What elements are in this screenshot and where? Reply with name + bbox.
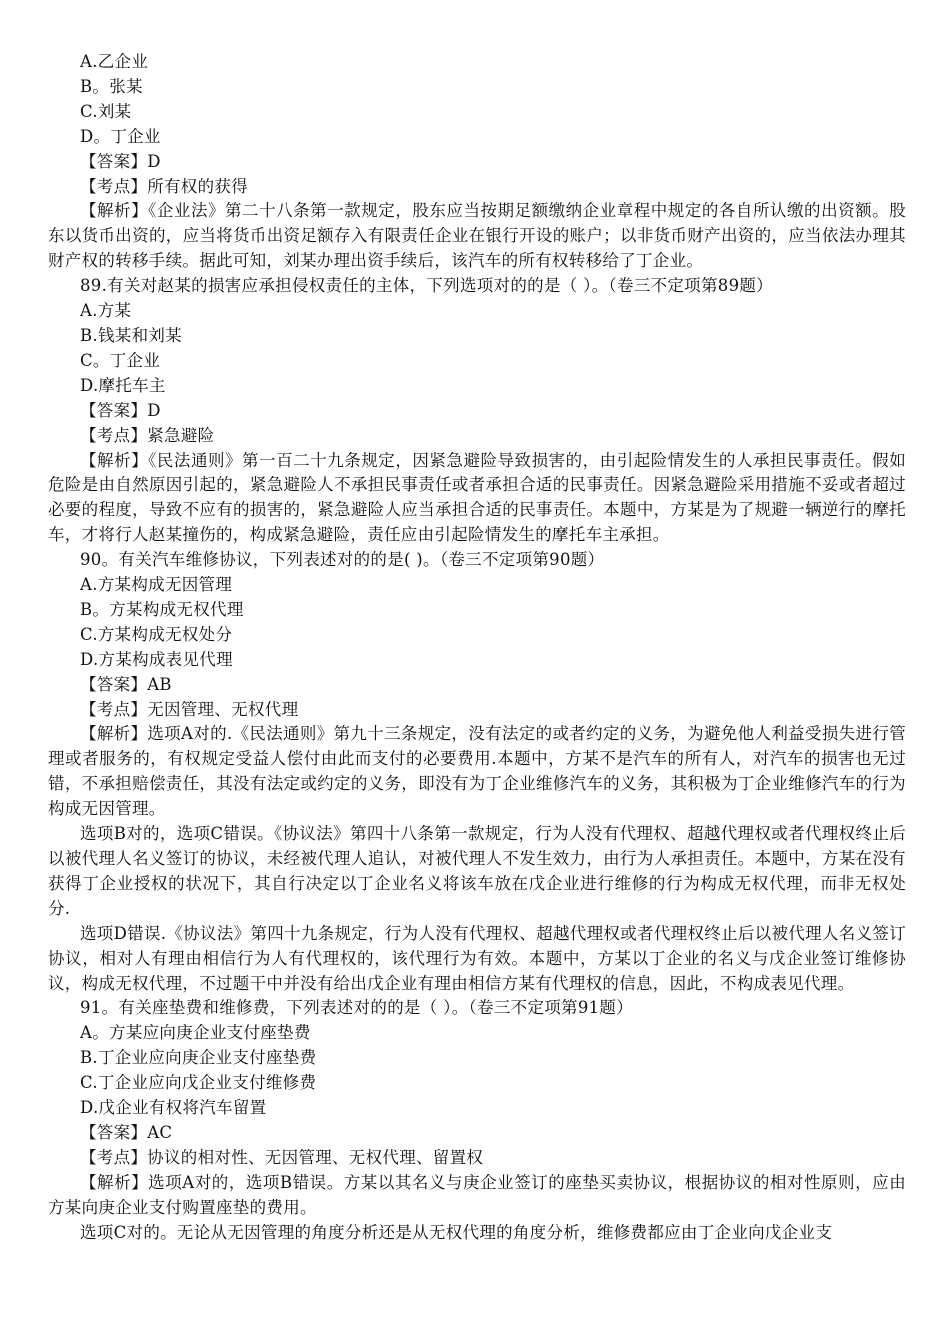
- option-a: A.方某构成无因管理: [80, 575, 233, 595]
- option-b: B.钱某和刘某: [80, 325, 182, 345]
- analysis-paragraph: 【解析】《民法通则》第一百二十九条规定，因紧急避险导致损害的，由引起险情发生的人承担民事责任。假如危险是由自然原因引起的，紧急避险人不承担民事责任或者承担合适的民事责任。因紧急避险采用措施不妥或者超过必要的程度，导致不应有的损害的，紧急避险人应当承担合适的民事责任。本题中，方某是为了规避一辆逆行的摩托车，才将行人赵某撞伤的，构成紧急避险，责任应由引起险情发生的摩托车主承担。: [48, 450, 906, 545]
- analysis-paragraph: 选项C对的。无论从无因管理的角度分析还是从无权代理的角度分析，维修费都应由丁企业向戊企业支: [80, 1222, 833, 1242]
- topic-line: 【考点】紧急避险: [80, 425, 215, 445]
- question-91: 91。有关座垫费和维修费，下列表述对的的是（ ）。（卷三不定项第91题）: [80, 998, 634, 1018]
- option-d: D。丁企业: [80, 126, 161, 146]
- option-d: D.方某构成表见代理: [80, 649, 233, 669]
- question-89: 89.有关对赵某的损害应承担侵权责任的主体，下列选项对的的是（ ）。（卷三不定项第89题）: [80, 276, 773, 296]
- option-b: B。张某: [80, 76, 143, 96]
- option-c: C.刘某: [80, 101, 132, 121]
- option-a: A.方某: [80, 301, 132, 321]
- option-a: A.乙企业: [80, 52, 149, 71]
- topic-line: 【考点】无因管理、无权代理: [80, 699, 299, 719]
- analysis-paragraph: 选项B对的，选项C错误。《协议法》第四十八条第一款规定，行为人没有代理权、超越代理权或者代理权终止后以被代理人名义签订的协议，未经被代理人追认，对被代理人不发生效力，由行为人承担责任。本题中，方某在没有获得丁企业授权的状况下，其自行决定以丁企业名义将该车放在戊企业进行维修的行为构成无权代理，而非无权处分.: [48, 824, 906, 918]
- option-c: C.方某构成无权处分: [80, 624, 233, 644]
- option-a: A。方某应向庚企业支付座垫费: [80, 1023, 311, 1043]
- question-90: 90。有关汽车维修协议，下列表述对的的是( )。（卷三不定项第90题）: [80, 550, 605, 570]
- option-d: D.戊企业有权将汽车留置: [80, 1098, 267, 1118]
- topic-line: 【考点】所有权的获得: [80, 176, 248, 196]
- option-b: B。方某构成无权代理: [80, 599, 244, 619]
- option-c: C.丁企业应向戊企业支付维修费: [80, 1073, 317, 1093]
- option-d: D.摩托车主: [80, 375, 166, 395]
- answer-line: 【答案】AB: [80, 674, 172, 694]
- analysis-paragraph: 选项D错误.《协议法》第四十九条规定，行为人没有代理权、超越代理权或者代理权终止后以被代理人名义签订协议，相对人有理由相信行为人有代理权的，该代理行为有效。本题中，方某以丁企业的名义与戊企业签订维修协议，构成无权代理，不过题干中并没有给出戊企业有理由相信方某有代理权的信息，因此，不构成表见代理。: [48, 923, 906, 993]
- topic-line: 【考点】协议的相对性、无因管理、无权代理、留置权: [80, 1147, 484, 1167]
- answer-line: 【答案】D: [80, 151, 161, 171]
- analysis-paragraph: 【解析】《企业法》第二十八条第一款规定，股东应当按期足额缴纳企业章程中规定的各自所认缴的出资额。股东以货币出资的，应当将货币出资足额存入有限责任企业在银行开设的账户；以非货币财产出资的，应当依法办理其财产权的转移手续。据此可知，刘某办理出资手续后，该汽车的所有权转移给了丁企业。: [48, 201, 906, 271]
- answer-line: 【答案】AC: [80, 1122, 173, 1142]
- option-c: C。丁企业: [80, 350, 161, 370]
- option-b: B.丁企业应向庚企业支付座垫费: [80, 1048, 317, 1068]
- analysis-paragraph: 【解析】选项A对的.《民法通则》第九十三条规定，没有法定的或者约定的义务，为避免他人利益受损失进行管理或者服务的，有权规定受益人偿付由此而支付的必要费用.本题中，方某不是汽车的所有人，对汽车的损害也无过错，不承担赔偿责任，其没有法定或约定的义务，即没有为丁企业维修汽车的义务，其积极为丁企业维修汽车的行为构成无因管理。: [48, 724, 906, 819]
- analysis-paragraph: 【解析】选项A对的，选项B错误。方某以其名义与庚企业签订的座垫买卖协议，根据协议的相对性原则，应由方某向庚企业支付购置座垫的费用。: [48, 1172, 906, 1217]
- answer-line: 【答案】D: [80, 400, 161, 420]
